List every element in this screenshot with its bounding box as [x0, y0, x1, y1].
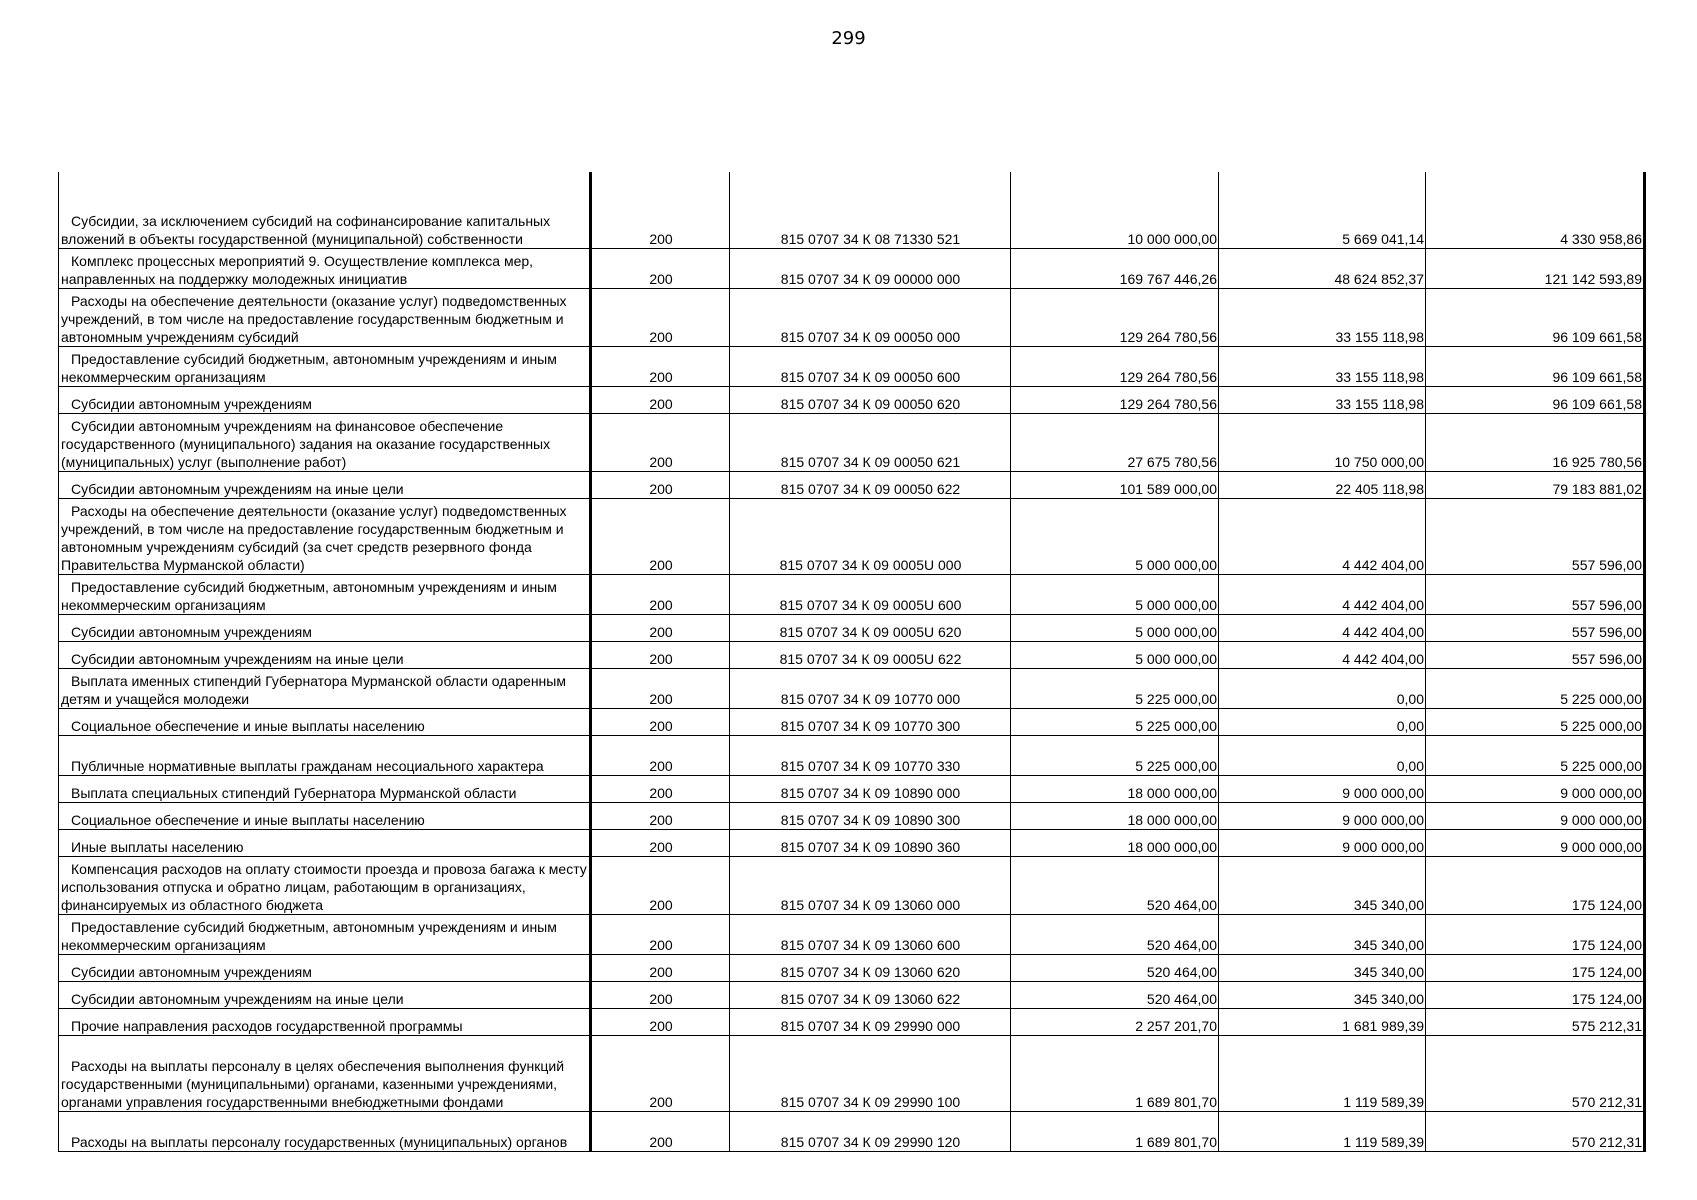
executed-amount-cell: 345 340,00	[1219, 856, 1426, 914]
budget-classification-code-cell: 815 0707 34 К 09 29990 120	[730, 1111, 1011, 1151]
table-row	[59, 288, 1645, 346]
approved-amount-cell: 169 767 446,26	[1011, 248, 1219, 288]
budget-classification-code-cell: 815 0707 34 К 09 10770 300	[730, 708, 1011, 735]
remaining-amount-cell: 121 142 593,89	[1426, 248, 1645, 288]
expense-name-cell	[59, 735, 591, 775]
table-row	[59, 471, 1645, 498]
line-code-cell: 200	[591, 914, 730, 954]
table-row	[59, 856, 1645, 914]
expense-name-cell	[59, 954, 591, 981]
approved-amount-cell: 5 000 000,00	[1011, 498, 1219, 574]
expense-name-cell	[59, 1008, 591, 1035]
table-row	[59, 386, 1645, 413]
expense-name-text: Субсидии автономным учреждениям на иные цели	[71, 990, 404, 1007]
expense-name-cell	[59, 829, 591, 856]
line-code-cell: 200	[591, 471, 730, 498]
expense-name-cell	[59, 574, 591, 614]
remaining-amount-cell: 5 225 000,00	[1426, 708, 1645, 735]
expense-name-text: Расходы на выплаты персоналу в целях обеспечения выполнения функций государственными (муниципальными) органами, казенными учреждениями, органами управления государственными внебюджетными фондами	[61, 1057, 565, 1110]
expense-name-text: Расходы на обеспечение деятельности (оказание услуг) подведомственных учреждений, в том числе на предоставление государственным бюджетным и автономным учреждениям субсидий (за счет средств резервного фонда Правительства Мурманской области)	[61, 502, 567, 573]
line-code-cell: 200	[591, 708, 730, 735]
remaining-amount-cell: 175 124,00	[1426, 981, 1645, 1008]
remaining-amount-cell: 175 124,00	[1426, 856, 1645, 914]
expense-name-text: Субсидии автономным учреждениям	[71, 963, 312, 980]
approved-amount-cell: 18 000 000,00	[1011, 829, 1219, 856]
table-row	[59, 708, 1645, 735]
expense-name-cell	[59, 775, 591, 802]
remaining-amount-cell: 570 212,31	[1426, 1111, 1645, 1151]
expense-name-text: Выплата именных стипендий Губернатора Мурманской области одаренным детям и учащейся молодежи	[61, 672, 566, 707]
expense-name-cell	[59, 856, 591, 914]
line-code-cell: 200	[591, 574, 730, 614]
expense-name-text: Предоставление субсидий бюджетным, автономным учреждениям и иным некоммерческим организациям	[61, 350, 557, 385]
line-code-cell: 200	[591, 981, 730, 1008]
table-row	[59, 574, 1645, 614]
line-code-cell: 200	[591, 802, 730, 829]
executed-amount-cell: 33 155 118,98	[1219, 346, 1426, 386]
expense-name-cell	[59, 708, 591, 735]
approved-amount-cell: 129 264 780,56	[1011, 386, 1219, 413]
expense-name-text: Социальное обеспечение и иные выплаты населению	[71, 811, 425, 828]
expense-name-cell	[59, 498, 591, 574]
expense-name-cell	[59, 190, 591, 248]
executed-amount-cell: 345 340,00	[1219, 914, 1426, 954]
expense-name-cell	[59, 668, 591, 708]
table-row	[59, 1008, 1645, 1035]
budget-classification-code-cell: 815 0707 34 К 09 00050 000	[730, 288, 1011, 346]
budget-classification-code-cell: 815 0707 34 К 09 10770 330	[730, 735, 1011, 775]
expense-name-text: Субсидии автономным учреждениям на иные цели	[71, 650, 404, 667]
line-code-cell: 200	[591, 1035, 730, 1111]
line-code-cell: 200	[591, 775, 730, 802]
approved-amount-cell: 5 000 000,00	[1011, 614, 1219, 641]
line-code-cell: 200	[591, 288, 730, 346]
line-code-cell: 200	[591, 641, 730, 668]
table-row	[59, 981, 1645, 1008]
approved-amount-cell: 101 589 000,00	[1011, 471, 1219, 498]
executed-amount-cell: 0,00	[1219, 668, 1426, 708]
executed-amount-cell: 1 681 989,39	[1219, 1008, 1426, 1035]
expense-name-text: Расходы на обеспечение деятельности (оказание услуг) подведомственных учреждений, в том числе на предоставление государственным бюджетным и автономным учреждениям субсидий	[61, 292, 567, 345]
remaining-amount-cell: 96 109 661,58	[1426, 386, 1645, 413]
approved-amount-cell: 5 225 000,00	[1011, 708, 1219, 735]
line-code-cell: 200	[591, 413, 730, 471]
table-row	[59, 668, 1645, 708]
executed-amount-cell: 4 442 404,00	[1219, 614, 1426, 641]
budget-classification-code-cell: 815 0707 34 К 09 13060 000	[730, 856, 1011, 914]
approved-amount-cell: 520 464,00	[1011, 981, 1219, 1008]
expense-name-text: Предоставление субсидий бюджетным, автономным учреждениям и иным некоммерческим организациям	[61, 918, 557, 953]
executed-amount-cell: 4 442 404,00	[1219, 574, 1426, 614]
budget-classification-code-cell: 815 0707 34 К 09 00000 000	[730, 248, 1011, 288]
expense-name-text: Публичные нормативные выплаты гражданам несоциального характера	[71, 757, 544, 774]
budget-classification-code-cell: 815 0707 34 К 09 00050 622	[730, 471, 1011, 498]
executed-amount-cell: 22 405 118,98	[1219, 471, 1426, 498]
approved-amount-cell: 1 689 801,70	[1011, 1111, 1219, 1151]
remaining-amount-cell: 557 596,00	[1426, 614, 1645, 641]
expense-name-cell	[59, 1111, 591, 1151]
remaining-amount-cell: 96 109 661,58	[1426, 346, 1645, 386]
budget-classification-code-cell: 815 0707 34 К 09 0005U 000	[730, 498, 1011, 574]
approved-amount-cell: 18 000 000,00	[1011, 775, 1219, 802]
executed-amount-cell: 9 000 000,00	[1219, 802, 1426, 829]
approved-amount-cell: 1 689 801,70	[1011, 1035, 1219, 1111]
remaining-amount-cell: 557 596,00	[1426, 498, 1645, 574]
remaining-amount-cell: 557 596,00	[1426, 641, 1645, 668]
expense-name-cell	[59, 248, 591, 288]
remaining-amount-cell: 5 225 000,00	[1426, 735, 1645, 775]
expense-name-text: Субсидии автономным учреждениям на иные цели	[71, 480, 404, 497]
line-code-cell: 200	[591, 735, 730, 775]
expense-name-text: Субсидии автономным учреждениям	[71, 623, 312, 640]
line-code-cell: 200	[591, 190, 730, 248]
expense-name-cell	[59, 413, 591, 471]
approved-amount-cell: 2 257 201,70	[1011, 1008, 1219, 1035]
approved-amount-cell: 10 000 000,00	[1011, 190, 1219, 248]
table-row	[59, 498, 1645, 574]
budget-classification-code-cell: 815 0707 34 К 09 10890 300	[730, 802, 1011, 829]
budget-classification-code-cell: 815 0707 34 К 09 10890 360	[730, 829, 1011, 856]
expense-name-text: Предоставление субсидий бюджетным, автономным учреждениям и иным некоммерческим организациям	[61, 578, 557, 613]
line-code-cell: 200	[591, 346, 730, 386]
executed-amount-cell: 1 119 589,39	[1219, 1035, 1426, 1111]
table-row	[59, 614, 1645, 641]
expense-name-cell	[59, 471, 591, 498]
executed-amount-cell: 9 000 000,00	[1219, 775, 1426, 802]
expense-name-text: Компенсация расходов на оплату стоимости проезда и провоза багажа к месту использования отпуска и обратно лицам, работающим в организациях, финансируемых из областного бюджета	[61, 860, 587, 913]
remaining-amount-cell: 175 124,00	[1426, 954, 1645, 981]
table-row	[59, 346, 1645, 386]
line-code-cell: 200	[591, 954, 730, 981]
approved-amount-cell: 5 000 000,00	[1011, 574, 1219, 614]
remaining-amount-cell: 96 109 661,58	[1426, 288, 1645, 346]
table-row	[59, 735, 1645, 775]
remaining-amount-cell: 175 124,00	[1426, 914, 1645, 954]
table-row	[59, 1035, 1645, 1111]
table-row	[59, 641, 1645, 668]
remaining-amount-cell: 9 000 000,00	[1426, 829, 1645, 856]
expense-name-text: Выплата специальных стипендий Губернатора Мурманской области	[71, 784, 517, 801]
executed-amount-cell: 9 000 000,00	[1219, 829, 1426, 856]
line-code-cell: 200	[591, 1008, 730, 1035]
expense-name-cell	[59, 614, 591, 641]
budget-classification-code-cell: 815 0707 34 К 09 00050 620	[730, 386, 1011, 413]
approved-amount-cell: 5 225 000,00	[1011, 668, 1219, 708]
budget-classification-code-cell: 815 0707 34 К 09 00050 600	[730, 346, 1011, 386]
line-code-cell: 200	[591, 829, 730, 856]
approved-amount-cell: 5 000 000,00	[1011, 641, 1219, 668]
executed-amount-cell: 33 155 118,98	[1219, 288, 1426, 346]
expense-name-text: Иные выплаты населению	[71, 838, 244, 855]
approved-amount-cell: 129 264 780,56	[1011, 288, 1219, 346]
table-row	[59, 1111, 1645, 1151]
budget-classification-code-cell: 815 0707 34 К 09 0005U 620	[730, 614, 1011, 641]
budget-table	[58, 172, 1646, 1152]
page-number: 299	[831, 28, 866, 49]
line-code-cell: 200	[591, 668, 730, 708]
expense-name-cell	[59, 914, 591, 954]
executed-amount-cell: 48 624 852,37	[1219, 248, 1426, 288]
expense-name-text: Комплекс процессных мероприятий 9. Осуществление комплекса мер, направленных на поддержку молодежных инициатив	[61, 252, 534, 287]
executed-amount-cell: 0,00	[1219, 735, 1426, 775]
remaining-amount-cell: 9 000 000,00	[1426, 802, 1645, 829]
remaining-amount-cell: 9 000 000,00	[1426, 775, 1645, 802]
budget-classification-code-cell: 815 0707 34 К 09 13060 622	[730, 981, 1011, 1008]
approved-amount-cell: 129 264 780,56	[1011, 346, 1219, 386]
budget-classification-code-cell: 815 0707 34 К 09 0005U 622	[730, 641, 1011, 668]
budget-classification-code-cell: 815 0707 34 К 09 00050 621	[730, 413, 1011, 471]
approved-amount-cell: 520 464,00	[1011, 856, 1219, 914]
expense-name-cell	[59, 641, 591, 668]
line-code-cell: 200	[591, 386, 730, 413]
table-row	[59, 914, 1645, 954]
table-row	[59, 413, 1645, 471]
budget-classification-code-cell: 815 0707 34 К 08 71330 521	[730, 190, 1011, 248]
table-row	[59, 190, 1645, 248]
budget-classification-code-cell: 815 0707 34 К 09 29990 100	[730, 1035, 1011, 1111]
remaining-amount-cell: 79 183 881,02	[1426, 471, 1645, 498]
expense-name-cell	[59, 386, 591, 413]
table-row	[59, 248, 1645, 288]
table-row	[59, 775, 1645, 802]
budget-classification-code-cell: 815 0707 34 К 09 13060 620	[730, 954, 1011, 981]
executed-amount-cell: 1 119 589,39	[1219, 1111, 1426, 1151]
table-row	[59, 829, 1645, 856]
expense-name-cell	[59, 981, 591, 1008]
remaining-amount-cell: 575 212,31	[1426, 1008, 1645, 1035]
expense-name-cell	[59, 802, 591, 829]
remaining-amount-cell: 5 225 000,00	[1426, 668, 1645, 708]
approved-amount-cell: 27 675 780,56	[1011, 413, 1219, 471]
expense-name-text: Социальное обеспечение и иные выплаты населению	[71, 717, 425, 734]
budget-classification-code-cell: 815 0707 34 К 09 13060 600	[730, 914, 1011, 954]
expense-name-text: Субсидии автономным учреждениям на финансовое обеспечение государственного (муниципального) задания на оказание государственных (муниципальных) услуг (выполнение работ)	[61, 417, 551, 470]
executed-amount-cell: 33 155 118,98	[1219, 386, 1426, 413]
expense-name-text: Субсидии автономным учреждениям	[71, 395, 312, 412]
executed-amount-cell: 10 750 000,00	[1219, 413, 1426, 471]
executed-amount-cell: 345 340,00	[1219, 981, 1426, 1008]
approved-amount-cell: 5 225 000,00	[1011, 735, 1219, 775]
remaining-amount-cell: 16 925 780,56	[1426, 413, 1645, 471]
remaining-amount-cell: 4 330 958,86	[1426, 190, 1645, 248]
expense-name-text: Субсидии, за исключением субсидий на софинансирование капитальных вложений в объекты государственной (муниципальной) собственности	[61, 212, 551, 247]
budget-classification-code-cell: 815 0707 34 К 09 29990 000	[730, 1008, 1011, 1035]
expense-name-cell	[59, 288, 591, 346]
budget-table-body	[59, 172, 1645, 1151]
expense-name-text: Прочие направления расходов государственной программы	[71, 1017, 463, 1034]
table-top-spacer	[59, 172, 1645, 190]
executed-amount-cell: 5 669 041,14	[1219, 190, 1426, 248]
remaining-amount-cell: 570 212,31	[1426, 1035, 1645, 1111]
expense-name-text: Расходы на выплаты персоналу государственных (муниципальных) органов	[71, 1133, 568, 1150]
approved-amount-cell: 18 000 000,00	[1011, 802, 1219, 829]
executed-amount-cell: 0,00	[1219, 708, 1426, 735]
remaining-amount-cell: 557 596,00	[1426, 574, 1645, 614]
budget-classification-code-cell: 815 0707 34 К 09 10890 000	[730, 775, 1011, 802]
line-code-cell: 200	[591, 498, 730, 574]
line-code-cell: 200	[591, 614, 730, 641]
executed-amount-cell: 4 442 404,00	[1219, 498, 1426, 574]
executed-amount-cell: 4 442 404,00	[1219, 641, 1426, 668]
line-code-cell: 200	[591, 248, 730, 288]
approved-amount-cell: 520 464,00	[1011, 914, 1219, 954]
budget-classification-code-cell: 815 0707 34 К 09 10770 000	[730, 668, 1011, 708]
executed-amount-cell: 345 340,00	[1219, 954, 1426, 981]
line-code-cell: 200	[591, 856, 730, 914]
budget-classification-code-cell: 815 0707 34 К 09 0005U 600	[730, 574, 1011, 614]
table-row	[59, 954, 1645, 981]
expense-name-cell	[59, 346, 591, 386]
line-code-cell: 200	[591, 1111, 730, 1151]
expense-name-cell	[59, 1035, 591, 1111]
approved-amount-cell: 520 464,00	[1011, 954, 1219, 981]
table-row	[59, 802, 1645, 829]
